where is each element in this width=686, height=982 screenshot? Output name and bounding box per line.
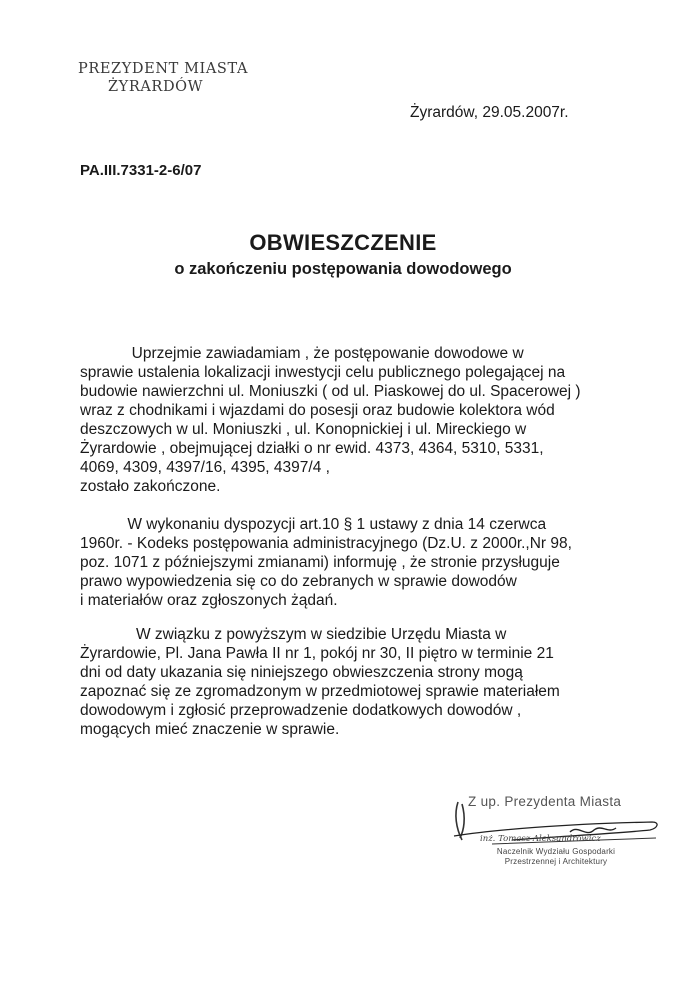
paragraph-2 <box>80 515 615 610</box>
paragraph-1 <box>80 344 615 496</box>
paragraph-line: 1960r. - Kodeks postępowania administracyjnego (Dz.U. z 2000r.,Nr 98, <box>80 535 572 552</box>
paragraph-line: sprawie ustalenia lokalizacji inwestycji celu publicznego polegającej na <box>80 364 566 381</box>
paragraph-line: mogących mieć znaczenie w sprawie. <box>80 721 340 738</box>
paragraph-line: dni od daty ukazania się niniejszego obwieszczenia strony mogą <box>80 664 523 681</box>
paragraph-line: dowodowym i zgłosić przeprowadzenie dodatkowych dowodów , <box>80 702 522 719</box>
signatory-title-line: Przestrzennej i Architektury <box>504 857 608 866</box>
paragraph-line: wraz z chodnikami i wjazdami do posesji oraz budowie kolektora wód <box>80 402 555 419</box>
paragraph-line: prawo wypowiedzenia się co do zebranych w sprawie dowodów <box>80 573 517 590</box>
paragraph-3 <box>80 625 615 739</box>
paragraph-line: i materiałów oraz zgłoszonych żądań. <box>80 592 338 609</box>
paragraph-line: poz. 1071 z późniejszymi zmianami) informuję , że stronie przysługuje <box>80 554 560 571</box>
document-date: Żyrardów, 29.05.2007r. <box>410 104 569 121</box>
paragraph-line: W związku z powyższym w siedzibie Urzędu Miasta w <box>80 626 507 643</box>
signatory-title <box>456 847 656 867</box>
paragraph-line: zostało zakończone. <box>80 478 221 495</box>
reference-number: PA.III.7331-2-6/07 <box>80 162 202 179</box>
paragraph-line: Uprzejmie zawiadamiam , że postępowanie dowodowe w <box>80 345 524 362</box>
paragraph-line: Żyrardowie, Pl. Jana Pawła II nr 1, pokój nr 30, II piętro w terminie 21 <box>80 645 554 662</box>
paragraph-line: zapoznać się ze zgromadzonym w przedmiotowej sprawie materiałem <box>80 683 560 700</box>
paragraph-line: budowie nawierzchni ul. Moniuszki ( od ul. Piaskowej do ul. Spacerowej ) <box>80 383 581 400</box>
issuer-line-1: PREZYDENT MIASTA <box>78 61 249 77</box>
signatory-name: inż. Tomasz Aleksandrowicz <box>480 834 601 844</box>
signatory-title-line: Naczelnik Wydziału Gospodarki <box>496 847 616 856</box>
signature-stamp <box>452 794 662 884</box>
signature-authority: Z up. Prezydenta Miasta <box>468 794 622 809</box>
document-title: OBWIESZCZENIE <box>249 230 437 255</box>
paragraph-line: W wykonaniu dyspozycji art.10 § 1 ustawy z dnia 14 czerwca <box>80 516 547 533</box>
paragraph-line: Żyrardowie , obejmującej działki o nr ewid. 4373, 4364, 5310, 5331, <box>80 440 544 457</box>
paragraph-line: 4069, 4309, 4397/16, 4395, 4397/4 , <box>80 459 330 476</box>
issuer-line-2: ŻYRARDÓW <box>108 79 204 95</box>
document-subtitle: o zakończeniu postępowania dowodowego <box>174 260 512 278</box>
issuer-stamp <box>78 60 248 96</box>
paragraph-line: deszczowych w ul. Moniuszki , ul. Konopnickiej i ul. Mireckiego w <box>80 421 527 438</box>
